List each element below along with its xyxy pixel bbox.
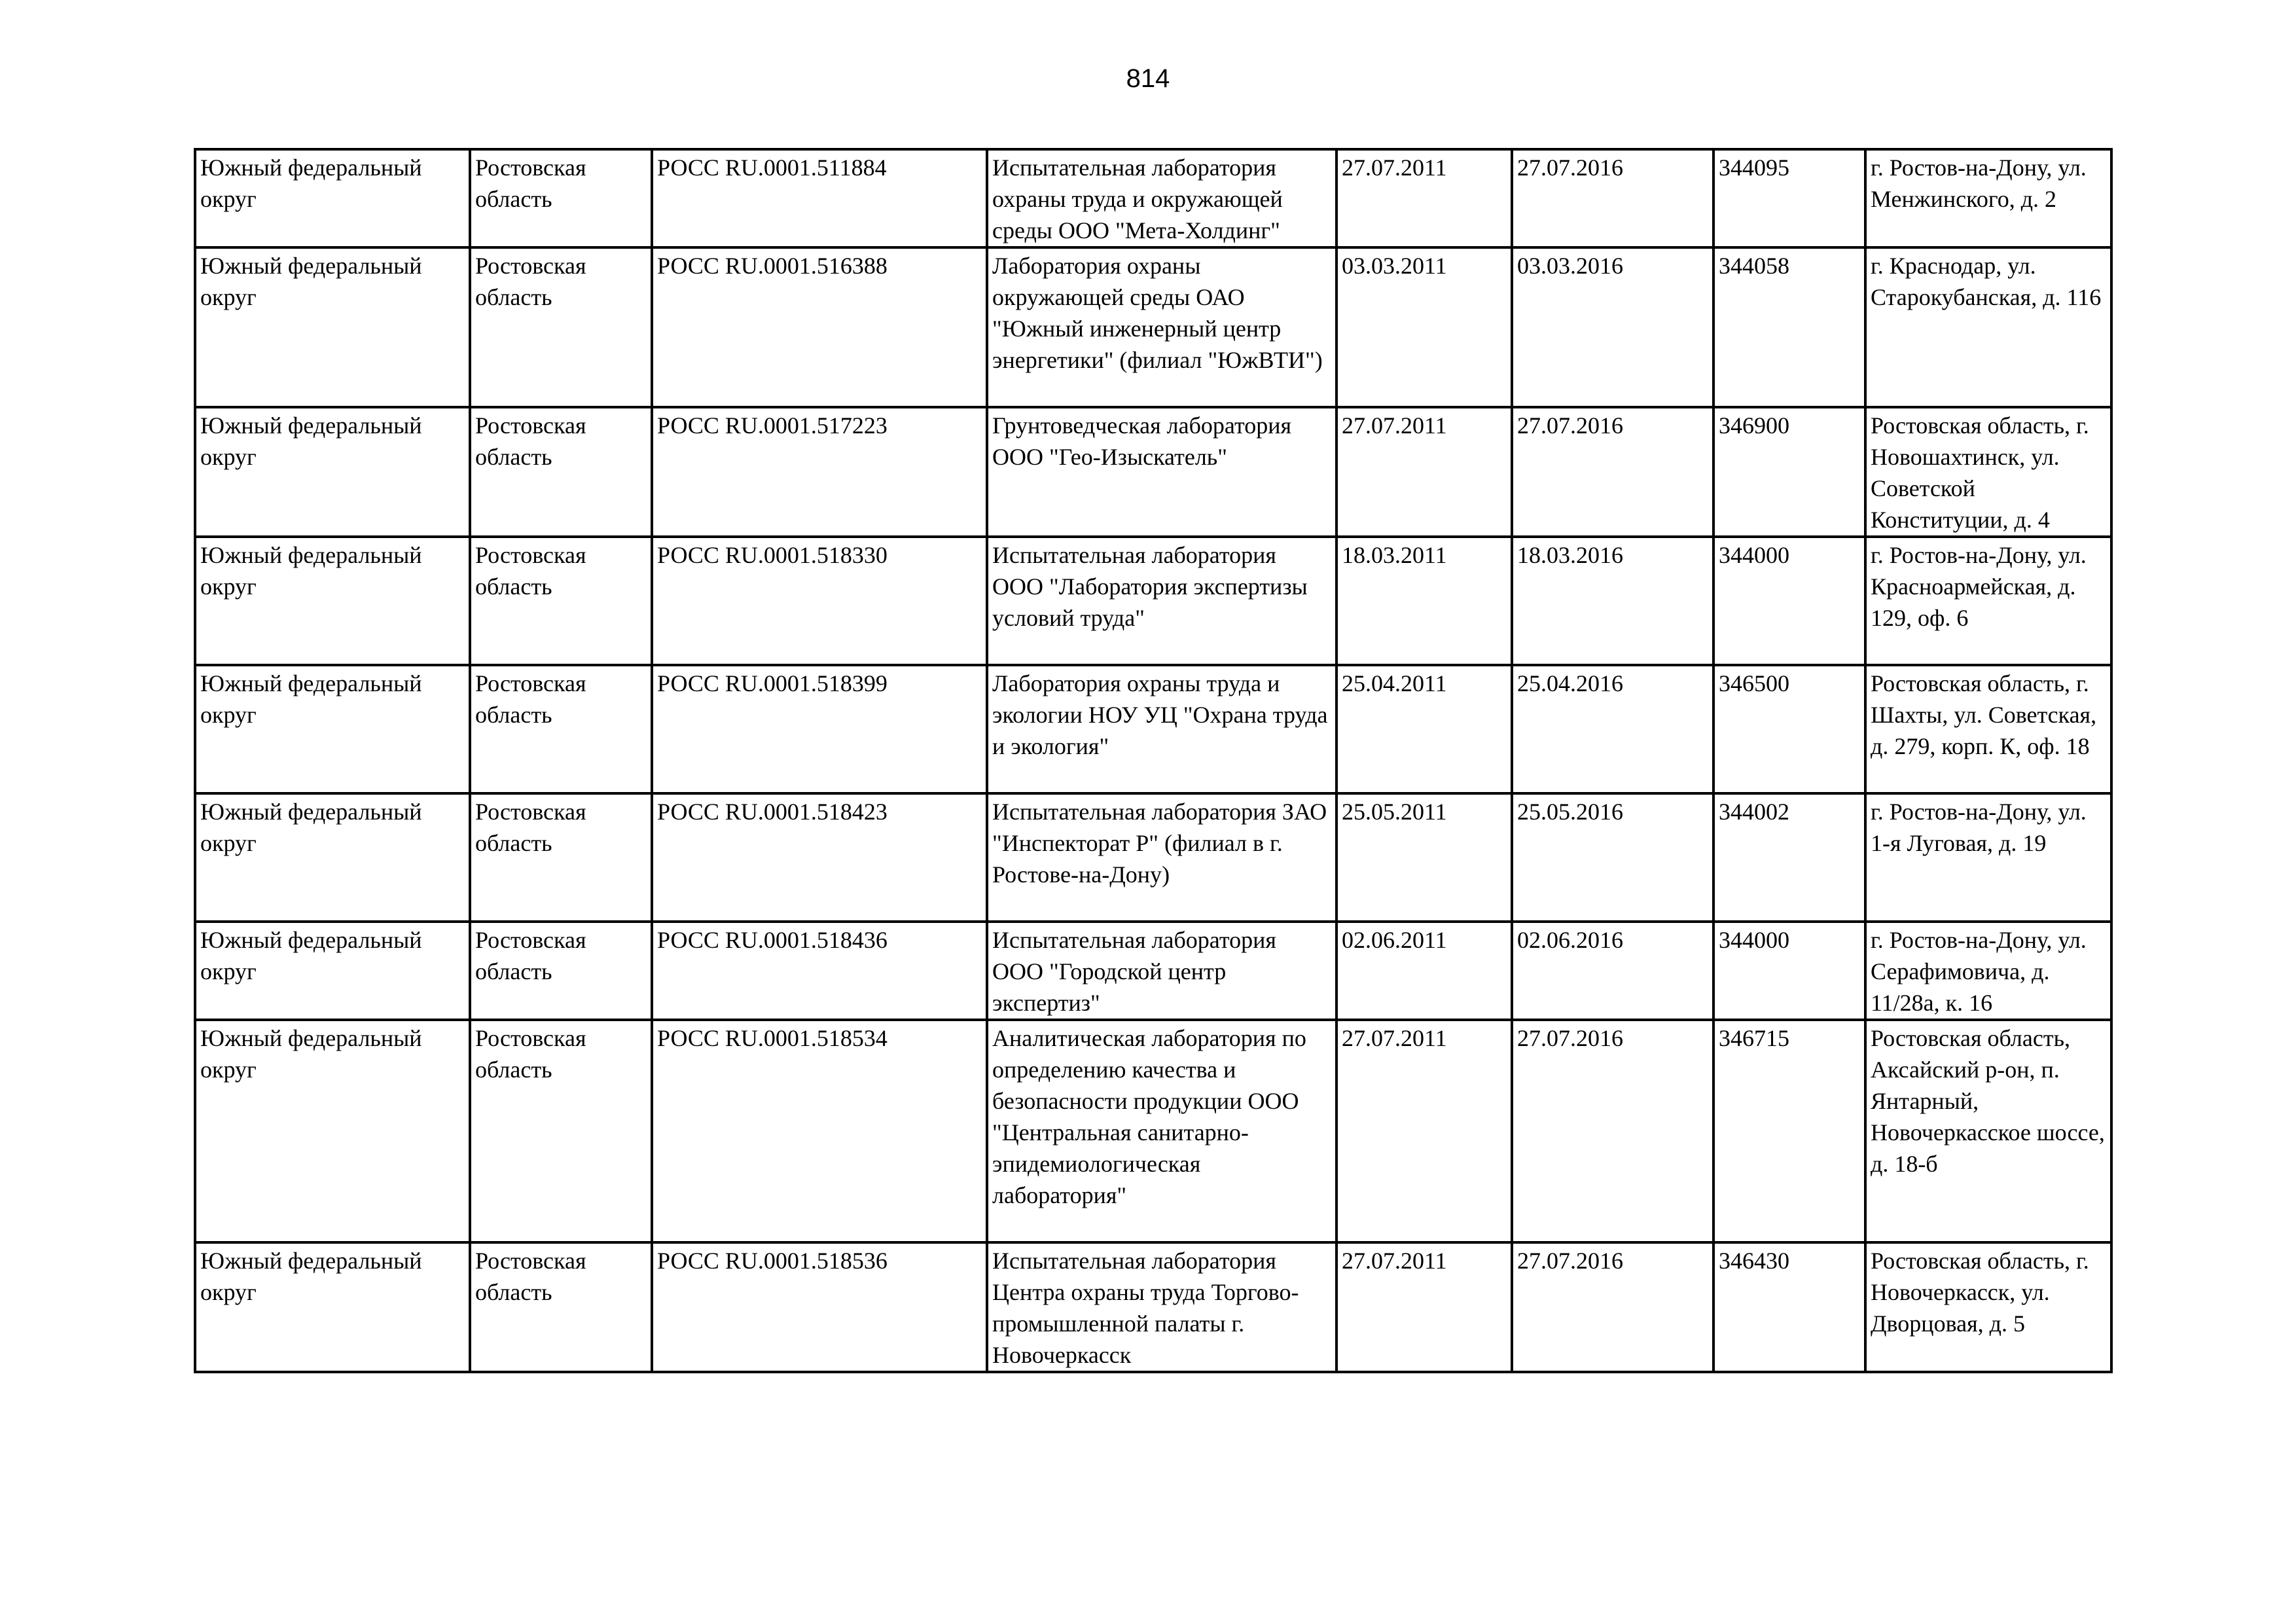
cell-district: Южный федеральный округ <box>195 665 470 793</box>
cell-date-from: 25.04.2011 <box>1336 665 1512 793</box>
cell-district: Южный федеральный округ <box>195 1020 470 1242</box>
table-row <box>195 665 2111 793</box>
cell-index: 344000 <box>1713 922 1865 1020</box>
table-row <box>195 922 2111 1020</box>
table-row <box>195 407 2111 537</box>
cell-date-from: 03.03.2011 <box>1336 247 1512 407</box>
cell-index: 344000 <box>1713 537 1865 665</box>
cell-date-to: 27.07.2016 <box>1512 407 1713 537</box>
cell-lab-name: Лаборатория охраны окружающей среды ОАО "Южный инженерный центр энергетики" (филиал "ЮжВТИ") <box>987 247 1336 407</box>
cell-index: 344095 <box>1713 149 1865 247</box>
cell-address: Ростовская область, г. Новошахтинск, ул. Советской Конституции, д. 4 <box>1865 407 2111 537</box>
cell-reg-number: РОСС RU.0001.518536 <box>652 1242 987 1372</box>
cell-address: г. Ростов-на-Дону, ул. 1-я Луговая, д. 19 <box>1865 793 2111 922</box>
table-row <box>195 1242 2111 1372</box>
cell-index: 346500 <box>1713 665 1865 793</box>
cell-region: Ростовская область <box>470 407 652 537</box>
cell-date-to: 03.03.2016 <box>1512 247 1713 407</box>
registry-table <box>194 148 2113 1373</box>
cell-date-to: 02.06.2016 <box>1512 922 1713 1020</box>
cell-region: Ростовская область <box>470 1242 652 1372</box>
cell-lab-name: Испытательная лаборатория ООО "Лаборатория экспертизы условий труда" <box>987 537 1336 665</box>
cell-reg-number: РОСС RU.0001.518399 <box>652 665 987 793</box>
cell-lab-name: Испытательная лаборатория Центра охраны труда Торгово-промышленной палаты г. Новочеркасск <box>987 1242 1336 1372</box>
cell-index: 346900 <box>1713 407 1865 537</box>
cell-address: г. Ростов-на-Дону, ул. Красноармейская, д. 129, оф. 6 <box>1865 537 2111 665</box>
cell-lab-name: Испытательная лаборатория ООО "Городской центр экспертиз" <box>987 922 1336 1020</box>
cell-reg-number: РОСС RU.0001.516388 <box>652 247 987 407</box>
page-number: 814 <box>1126 64 1170 93</box>
cell-reg-number: РОСС RU.0001.518423 <box>652 793 987 922</box>
table-row <box>195 537 2111 665</box>
cell-lab-name: Лаборатория охраны труда и экологии НОУ УЦ "Охрана труда и экология" <box>987 665 1336 793</box>
cell-address: г. Краснодар, ул. Старокубанская, д. 116 <box>1865 247 2111 407</box>
cell-district: Южный федеральный округ <box>195 1242 470 1372</box>
cell-date-to: 25.04.2016 <box>1512 665 1713 793</box>
cell-address: Ростовская область, г. Шахты, ул. Советская, д. 279, корп. К, оф. 18 <box>1865 665 2111 793</box>
cell-address: г. Ростов-на-Дону, ул. Серафимовича, д. 11/28а, к. 16 <box>1865 922 2111 1020</box>
cell-date-to: 27.07.2016 <box>1512 1020 1713 1242</box>
cell-address: г. Ростов-на-Дону, ул. Менжинского, д. 2 <box>1865 149 2111 247</box>
cell-region: Ростовская область <box>470 922 652 1020</box>
cell-date-to: 27.07.2016 <box>1512 1242 1713 1372</box>
cell-lab-name: Грунтоведческая лаборатория ООО "Гео-Изыскатель" <box>987 407 1336 537</box>
cell-reg-number: РОСС RU.0001.518534 <box>652 1020 987 1242</box>
cell-index: 346430 <box>1713 1242 1865 1372</box>
cell-date-from: 27.07.2011 <box>1336 407 1512 537</box>
cell-reg-number: РОСС RU.0001.517223 <box>652 407 987 537</box>
table-row <box>195 793 2111 922</box>
cell-address: Ростовская область, Аксайский р-он, п. Янтарный, Новочеркасское шоссе, д. 18-б <box>1865 1020 2111 1242</box>
cell-index: 344058 <box>1713 247 1865 407</box>
cell-reg-number: РОСС RU.0001.511884 <box>652 149 987 247</box>
cell-district: Южный федеральный округ <box>195 247 470 407</box>
cell-region: Ростовская область <box>470 247 652 407</box>
cell-district: Южный федеральный округ <box>195 407 470 537</box>
cell-lab-name: Испытательная лаборатория ЗАО "Инспекторат Р" (филиал в г. Ростове-на-Дону) <box>987 793 1336 922</box>
cell-index: 344002 <box>1713 793 1865 922</box>
cell-address: Ростовская область, г. Новочеркасск, ул. Дворцовая, д. 5 <box>1865 1242 2111 1372</box>
table-row <box>195 149 2111 247</box>
cell-date-from: 18.03.2011 <box>1336 537 1512 665</box>
cell-region: Ростовская область <box>470 537 652 665</box>
cell-region: Ростовская область <box>470 793 652 922</box>
cell-district: Южный федеральный округ <box>195 922 470 1020</box>
cell-date-to: 18.03.2016 <box>1512 537 1713 665</box>
cell-date-from: 02.06.2011 <box>1336 922 1512 1020</box>
cell-district: Южный федеральный округ <box>195 537 470 665</box>
cell-region: Ростовская область <box>470 665 652 793</box>
cell-lab-name: Испытательная лаборатория охраны труда и окружающей среды ООО "Мета-Холдинг" <box>987 149 1336 247</box>
cell-date-to: 27.07.2016 <box>1512 149 1713 247</box>
registry-table-body <box>195 149 2111 1372</box>
cell-district: Южный федеральный округ <box>195 793 470 922</box>
cell-date-to: 25.05.2016 <box>1512 793 1713 922</box>
cell-date-from: 27.07.2011 <box>1336 149 1512 247</box>
cell-date-from: 25.05.2011 <box>1336 793 1512 922</box>
cell-reg-number: РОСС RU.0001.518436 <box>652 922 987 1020</box>
cell-lab-name: Аналитическая лаборатория по определению качества и безопасности продукции ООО "Центральная санитарно-эпидемиологическая лаборатория" <box>987 1020 1336 1242</box>
table-row <box>195 1020 2111 1242</box>
cell-district: Южный федеральный округ <box>195 149 470 247</box>
cell-date-from: 27.07.2011 <box>1336 1020 1512 1242</box>
cell-region: Ростовская область <box>470 149 652 247</box>
cell-reg-number: РОСС RU.0001.518330 <box>652 537 987 665</box>
cell-region: Ростовская область <box>470 1020 652 1242</box>
table-row <box>195 247 2111 407</box>
cell-index: 346715 <box>1713 1020 1865 1242</box>
cell-date-from: 27.07.2011 <box>1336 1242 1512 1372</box>
